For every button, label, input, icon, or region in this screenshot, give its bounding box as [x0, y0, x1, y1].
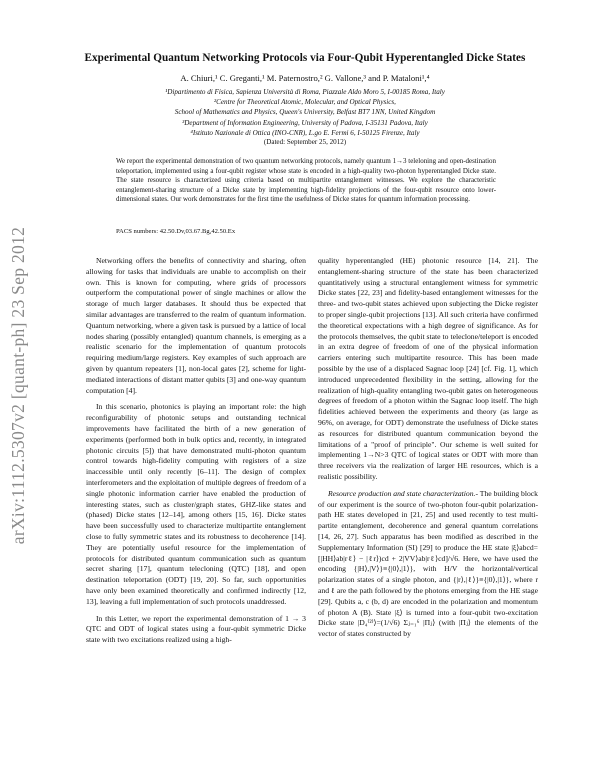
body-paragraph: Networking offers the benefits of connectivity and sharing, often allowing for tasks that individuals are unable to accomplish on their own. This is known for computing, where grids of processors outperform the computational power of single machines or allow the storage of much larger databases. It should thus be expected that similar advantages are transferred to the realm of quantum information. Quantum networking, where a given task is pursued by a lattice of local nodes sharing (possibly entangled) quantum channels, is emerging as a realistic scenario for the implementation of quantum protocols requiring medium/large registers. Key examples of such approach are given by quantum repeaters [1], non-local gates [2], scheme for light-mediated interactions of distant matter qubits [3] and one-way quantum computation [4]. [86, 256, 306, 395]
author-list: A. Chiuri,¹ C. Greganti,¹ M. Paternostro,² G. Vallone,³ and P. Mataloni¹,⁴ [180, 73, 430, 83]
body-paragraph: In this scenario, photonics is playing an important role: the high reconfigurability of photonic setups and outstanding technical improvements have facilitated the birth of a new generation of experiments (performed both in bulk optics and, recently, in integrated photonic circuits [5]) that have demonstrated multi-photon quantum control towards high-fidelity computing with registers of a size inaccessible until only recently [6–11]. The design of complex interferometers and the exploitation of multiple degrees of freedom of a single photonic information carrier have enabled the production of interesting states, such as cluster/graph states, GHZ-like states and (phased) Dicke states [12–14], among others [15, 16]. Dicke states have been successfully used to characterize multipartite entanglement close to fully symmetric states and its robustness to decoherence [14]. They are potentially useful resource for the implementation of protocols for distributed quantum communication such as quantum secret sharing [17], quantum telecloning (QTC) [18], and open destination teleportation (ODT) [19, 20]. So far, such opportunities have only been examined theoretically and confirmed indirectly [12, 13], leaving a full implementation of such protocols unaddressed. [86, 402, 306, 606]
affiliation-line: ³Department of Information Engineering, University of Padova, I-35131 Padova, Italy [182, 118, 428, 127]
body-paragraph: In this Letter, we report the experimental demonstration of 1 → 3 QTC and ODT of logical states using a four-qubit symmetric Dicke state with two excitations realized using a high- [86, 613, 306, 645]
section-run-in-heading: Resource production and state characterization.- [328, 488, 478, 498]
right-column [318, 256, 538, 646]
body-paragraph [318, 489, 538, 640]
abstract: We report the experimental demonstration of two quantum networking protocols, namely quantum 1→3 teleloning and open-destination teleportation, implemented using a four-qubit register whose state is encoded in a high-quality two-photon hyperentangled Dicke state. The state resource is characterized using criteria based on multipartite entanglement witnesses. We explore the characteristic entanglement-sharing structure of a Dicke state by implementing high-fidelity projections of the four-qubit resource onto lower-dimensional states. Our work demonstrates for the first time the usefulness of Dicke states for quantum information processing. [116, 157, 496, 203]
affiliation-line: ⁴Istituto Nazionale di Ottica (INO-CNR), L.go E. Fermi 6, I-50125 Firenze, Italy [190, 128, 420, 137]
body-paragraph: quality hyperentangled (HE) photonic resource [14, 21]. The entanglement-sharing structure of the state has been characterized quantitatively using a structural entanglement witness for symmetric Dicke states [22, 23] and fidelity-based entanglement witnesses for the three- and two-qubit states achieved upon subjecting the Dicke register to proper single-qubit projections [13]. All such criteria have confirmed the theoretical expectations with a high degree of significance. As for the protocols themselves, the qubit state to teleclone/teleport is encoded in an extra degree of freedom of one of the physical information carriers entering such multipartite resource. This has been made possible by the use of a displaced Sagnac loop [24] [cf. Fig. 1], which introduced unprecedented flexibility in the setting, allowing for the realization of high-quality entangling two-qubit gates on heterogeneous degrees of freedom of a photon within the Sagnac loop itself. The high fidelities achieved between the experiments and theory (as large as 96%, on average, for ODT) demonstrate the usefulness of Dicke states as resources for distributed quantum communication beyond the limitations of a "proof of principle". Our scheme is well suited for implementing 1→N>3 QTC of logical states or ODT with more than three receivers via the realization of larger HE resources, which is a realistic possibility. [318, 256, 538, 481]
paragraph-text: The building block of our experiment is the source of two-photon four-qubit polarization-path HE states developed in [21, 25] and used recently to test multi-partite entanglement, decoherence and general quantum correlations [14, 26, 27]. Such apparatus has been modified as described in the Supplementary Information (SI) [29] to produce the HE state |ξ⟩abcd=[|HH⟩ab|rℓ⟩ − |ℓr⟩)cd + 2|VV⟩ab|rℓ⟩cd]/√6. Here, we have used the encoding {|H⟩,|V⟩}≡{|0⟩,|1⟩}, with H/V the horizontal/vertical polarization states of a single photon, and {|r⟩,|ℓ⟩}≡{|0⟩,|1⟩}, where r and ℓ are the path followed by the photons emerging from the HE stage [29]. Qubits a, c (b, d) are encoded in the polarization and momentum of photon A (B). State |ξ⟩ is turned into a four-qubit two-excitation Dicke state |D₄⁽²⁾⟩=(1/√6) Σⱼ₌₁⁶ |Πⱼ⟩ (with |Πⱼ⟩ the elements of the vector of states constructed by [318, 488, 538, 639]
pacs-numbers: PACS numbers: 42.50.Dv,03.67.Bg,42.50.Ex [116, 228, 236, 235]
left-column [86, 256, 306, 652]
arxiv-identifier: arXiv:1112.5307v2 [quant-ph] 23 Sep 2012 [8, 226, 29, 544]
affiliation-line: ²Centre for Theoretical Atomic, Molecular, and Optical Physics, [214, 98, 396, 107]
affiliation-line: School of Mathematics and Physics, Queen's University, Belfast BT7 1NN, United Kingdom [174, 108, 436, 117]
arxiv-stamp [6, 195, 32, 575]
date-line: (Dated: September 25, 2012) [263, 138, 347, 146]
affiliations [60, 87, 550, 138]
affiliation-line: ¹Dipartimento di Fisica, Sapienza Università di Roma, Piazzale Aldo Moro 5, I-00185 Roma, Italy [165, 88, 445, 96]
paper-title: Experimental Quantum Networking Protocols via Four-Qubit Hyperentangled Dicke States [84, 52, 526, 64]
